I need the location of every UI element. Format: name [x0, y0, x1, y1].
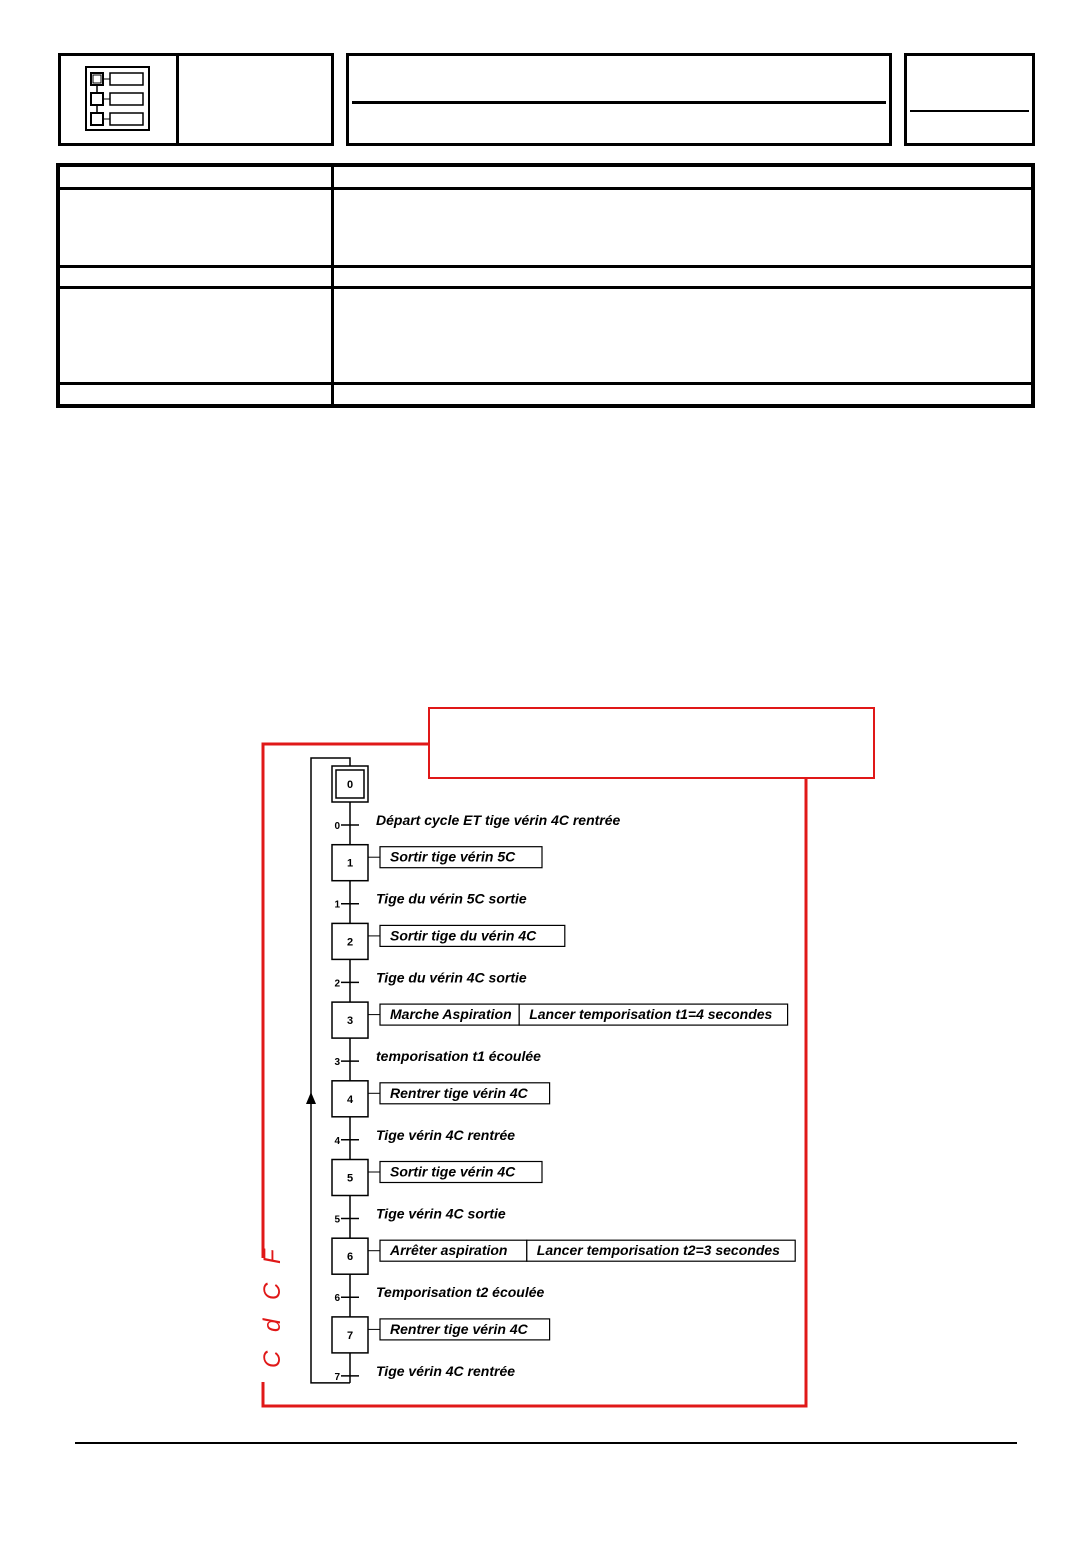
grafcet-layer [306, 758, 795, 1383]
step-number: 4 [346, 1093, 354, 1106]
transition-number: 0 [334, 821, 340, 832]
action-label: Sortir tige du vérin 4C [390, 927, 537, 944]
step-number: 1 [346, 857, 354, 870]
action-label: Marche Aspiration [390, 1006, 512, 1023]
loop-arrow-icon [306, 1092, 316, 1104]
action-label: Sortir tige vérin 4C [390, 1163, 516, 1180]
action-label: Sortir tige vérin 5C [390, 848, 516, 865]
action-label: Rentrer tige vérin 4C [390, 1320, 528, 1337]
step-number: 2 [346, 936, 354, 949]
initial-step-number: 0 [346, 779, 354, 791]
transition-number: 6 [334, 1293, 340, 1305]
transition-receptivity: Tige vérin 4C rentrée [376, 1362, 516, 1379]
transition-receptivity: Départ cycle ET tige vérin 4C rentrée [376, 812, 621, 828]
transition-receptivity: Tige du vérin 4C sortie [376, 969, 527, 986]
step-number: 3 [346, 1015, 354, 1028]
footer-rule [75, 1442, 1017, 1444]
cdcf-label: C d C F [259, 1243, 286, 1368]
transition-receptivity: Temporisation t2 écoulée [376, 1284, 545, 1301]
transition-number: 2 [334, 978, 340, 990]
step-number: 7 [346, 1329, 354, 1342]
action-label: Arrêter aspiration [390, 1242, 508, 1259]
transition-number: 7 [334, 1371, 340, 1383]
step-number: 5 [346, 1172, 354, 1185]
transition-receptivity: temporisation t1 écoulée [376, 1048, 541, 1065]
action-label: Rentrer tige vérin 4C [390, 1084, 528, 1101]
transition-receptivity: Tige vérin 4C rentrée [376, 1126, 516, 1143]
transition-number: 3 [334, 1057, 340, 1069]
transition-number: 4 [334, 1135, 340, 1147]
step-number: 6 [346, 1251, 354, 1264]
transition-receptivity: Tige du vérin 5C sortie [376, 890, 527, 907]
transition-number: 5 [334, 1214, 340, 1226]
action-label: Lancer temporisation t2=3 secondes [536, 1242, 780, 1259]
transition-number: 1 [334, 899, 340, 911]
transition-receptivity: Tige vérin 4C sortie [376, 1205, 506, 1222]
action-label: Lancer temporisation t1=4 secondes [529, 1006, 773, 1023]
